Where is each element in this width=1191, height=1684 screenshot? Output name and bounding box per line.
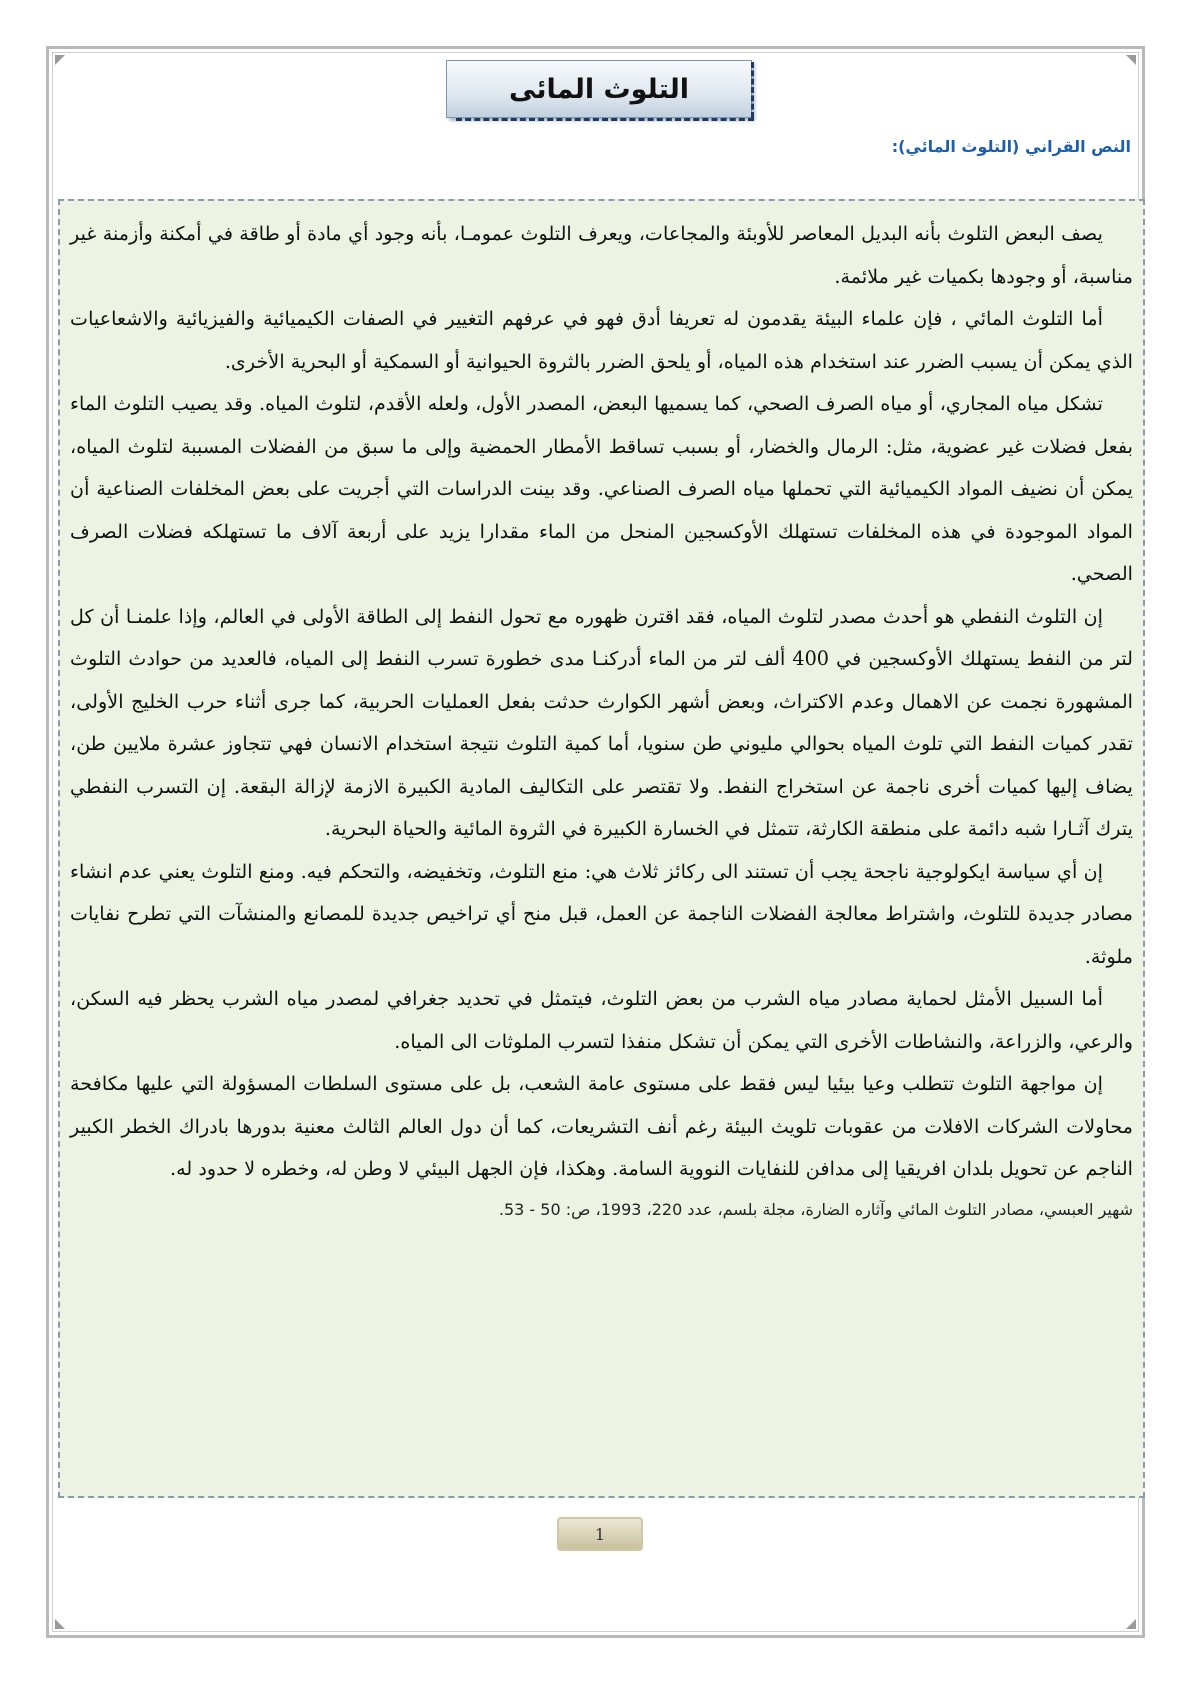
title-side-border (751, 62, 754, 118)
page-number: 1 (594, 1524, 606, 1544)
page-number-badge (557, 1517, 643, 1551)
section-subheading: النص القراني (التلوث المائي): (891, 137, 1131, 156)
paragraph: إن التلوث النفطي هو أحدث مصدر لتلوث المياه، فقد اقترن ظهوره مع تحول النفط إلى الطاقة الأولى في العالم، وإذا علمنـا أن كل لتر من النفط يستهلك الأوكسجين في 400 ألف لتر من الماء أدركنـا مدى خطورة تسرب النفط إلى المياه، فالعديد من حوادث التلوث المشهورة نجمت عن الاهمال وعدم الاكتراث، وبعض أشهر الكوارث حدثت بفعل العمليات الحربية، كما جرى أثناء حرب الخليج الأولى، تقدر كميات النفط التي تلوث المياه بحوالي مليوني طن سنويا، أما كمية التلوث نتيجة استخدام الانسان فهي تتجاوز عشرة ملايين طن، يضاف إليها كميات أخرى ناجمة عن استخراج النفط. ولا تقتصر على التكاليف المادية الكبيرة الازمة لإزالة البقعة. إن التسرب النفطي يترك آثـارا شبه دائمة على منطقة الكارثة، تتمثل في الخسارة الكبيرة في الثروة المائية والحياة البحرية. (70, 604, 1133, 840)
paragraph: أما التلوث المائي ، فإن علماء البيئة يقدمون له تعريفا أدق فهو في عرفهم التغيير في الصفات الكيميائية والفيزيائية والاشعاعيات الذي يمكن أن يسبب الضرر عند استخدام هذه المياه، أو يلحق الضرر بالثروة الحيوانية أو السمكية أو البحرية الأخرى. (70, 307, 1133, 373)
paragraph: إن مواجهة التلوث تتطلب وعيا بيئيا ليس فقط على مستوى عامة الشعب، بل على مستوى السلطات المسؤولة التي عليها مكافحة محاولات الشركات الافلات من عقوبات تلويث البيئة رغم أنف التشريعات، كما أن دول العالم الثالث معنية بدورها بادراك الخطر الكبير الناجم عن تحويل بلدان افريقيا إلى مدافن للنفايات النووية السامة. وهكذا، فإن الجهل البيئي لا وطن له، وخطره لا حدود له. (70, 1072, 1133, 1180)
frame-corner-ornament (55, 55, 65, 65)
paragraph: تشكل مياه المجاري، أو مياه الصرف الصحي، كما يسميها البعض، المصدر الأول، ولعله الأقدم، لتلوث المياه. وقد يصيب التلوث الماء بفعل فضلات غير عضوية، مثل: الرمال والخضار، أو بسبب تساقط الأمطار الحمضية وإلى ما سبق من الفضلات المسببة لتلوث المياه، يمكن أن نضيف المواد الكيميائية التي تحملها مياه الصرف الصناعي. وقد بينت الدراسات التي أجريت على بعض المخلفات الصناعية أن المواد الموجودة في هذه المخلفات تستهلك الأوكسجين المنحل من الماء مقدارا يزيد على أربعة آلاف ما تستهلكه فضلات الصرف الصحي. (70, 392, 1133, 585)
source-citation: شهير العبسي، مصادر التلوث المائي وآثاره الضارة، مجلة بلسم، عدد 220، 1993، ص: 50 - 53. (498, 1199, 1133, 1219)
paragraph: يصف البعض التلوث بأنه البديل المعاصر للأوبئة والمجاعات، ويعرف التلوث عمومـا، بأنه وجود أي مادة أو طاقة في أمكنة وأزمنة غير مناسبة، أو وجودها بكميات غير ملائمة. (70, 222, 1133, 288)
frame-corner-ornament (55, 1619, 65, 1629)
frame-corner-ornament (1126, 55, 1136, 65)
paragraph: أما السبيل الأمثل لحماية مصادر مياه الشرب من بعض التلوث، فيتمثل في تحديد جغرافي لمصدر مياه الشرب يحظر فيه السكن، والرعي، والزراعة، والنشاطات الأخرى التي يمكن أن تشكل منفذا لتسرب الملوثات الى المياه. (70, 987, 1133, 1053)
page-title: التلوث المائى (509, 73, 689, 105)
article-text-box (58, 199, 1145, 1498)
frame-corner-ornament (1126, 1619, 1136, 1629)
paragraph: إن أي سياسة ايكولوجية ناجحة يجب أن تستند الى ركائز ثلاث هي: منع التلوث، وتخفيضه، والتحكم فيه. ومنع التلوث يعني عدم انشاء مصادر جديدة للتلوث، واشتراط معالجة الفضلات الناجمة عن العمل، قبل منح أي تراخيص جديدة للمصانع والمنشآت التي تطرح نفايات ملوثة. (70, 859, 1133, 968)
title-underline (456, 118, 754, 121)
page-title-box (446, 60, 752, 118)
